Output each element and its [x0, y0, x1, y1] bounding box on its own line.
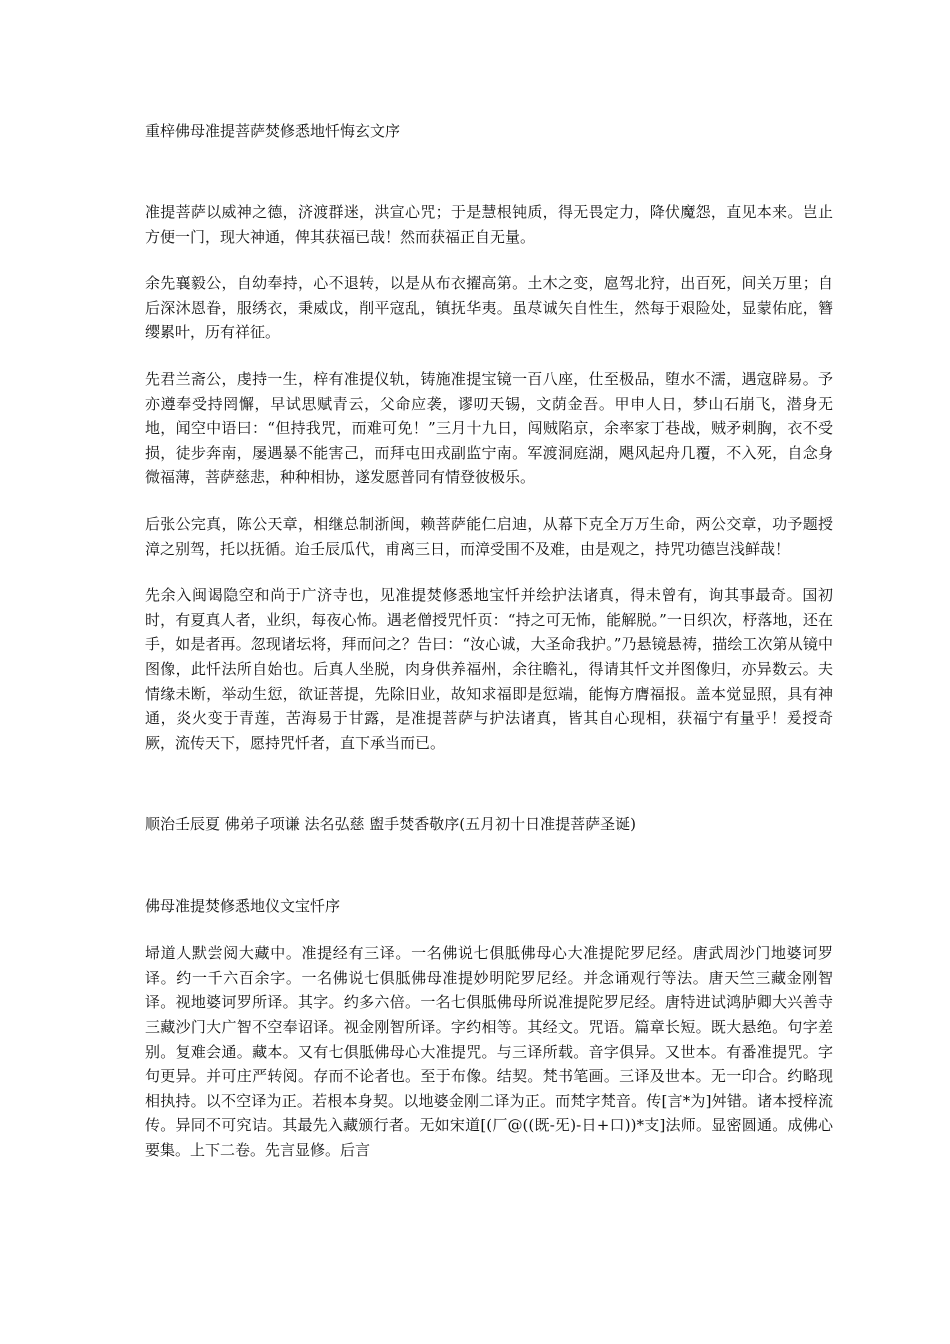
section2-title: 佛母准提焚修悉地仪文宝忏序 [145, 897, 341, 916]
paragraph-4: 后张公完真，陈公天章，相继总制浙闽，赖菩萨能仁启迪，从幕下克全万万生命，两公交章，功予题授漳之别驾，托以抚循。迨壬辰瓜代，甫离三日，而漳受围不及难，由是观之，持咒功德岂浅鲜哉！ [145, 514, 833, 558]
paragraph-3: 先君兰斋公，虔持一生，梓有准提仪轨，铸施准提宝镜一百八座，仕至极品，堕水不濡，遇寇辟易。予亦遵奉受持罔懈，早试思赋青云，父命应袭，谬叨天锡，文荫金吾。甲申人日，梦山石崩飞，潜身无地，闻空中语曰：“但持我咒，而难可免！”三月十九日，闯贼陷京，余率家丁巷战，贼矛刺胸，衣不受损，徒步奔南，屡遇暴不能害己，而拜屯田戎副监宁南。军渡洞庭湖，飓风起舟几覆，不入死，自念身微福薄，菩萨慈悲，种种相协，遂发愿普同有情登彼极乐。 [145, 369, 833, 487]
document-body [145, 118, 833, 1163]
document-title: 重梓佛母准提菩萨焚修悉地忏悔玄文序 [145, 122, 401, 140]
paragraph-5: 先余入闽谒隐空和尚于广济寺也，见准提焚修悉地宝忏并绘护法诸真，得未曾有，询其事最奇。国初时，有夏真人者，业织，每夜心怖。遇老僧授咒忏页：“持之可无怖，能解脱。”一日织次，杼落地，还在手，如是者再。忽现诸坛将，拜而问之？告曰：“汝心诚，大圣命我护。”乃悬镜悬祷，描绘工次第从镜中图像，此忏法所自始也。后真人坐脱，肉身供养福州，余往瞻礼，得请其忏文并图像归，亦异数云。夫情缘未断，举动生愆，欲证菩提，先除旧业，故知求福即是愆端，能悔方膺福报。盖本觉显照，具有神通，炎火变于青莲，苦海易于甘露，是准提菩萨与护法诸真，皆其自心现相，获福宁有量乎！爰授奇厥，流传天下，愿持咒忏者，直下承当而已。 [145, 586, 833, 752]
signature-line: 顺治壬辰夏 佛弟子项谦 法名弘慈 盥手焚香敬序(五月初十日准提菩萨圣诞) [145, 815, 637, 834]
section2-paragraph: 埽道人默尝阅大藏中。准提经有三译。一名佛说七俱胝佛母心大准提陀罗尼经。唐武周沙门地婆诃罗译。约一千六百余字。一名佛说七俱胝佛母准提妙明陀罗尼经。并念诵观行等法。唐天竺三藏金刚智译。视地婆诃罗所译。其字。约多六倍。一名七俱胝佛母所说准提陀罗尼经。唐特进试鸿胪卿大兴善寺三藏沙门大广智不空奉诏译。视金刚智所译。字约相等。其经文。咒语。篇章长短。既大悬绝。句字差别。复难会通。藏本。又有七俱胝佛母心大准提咒。与三译所载。音字俱异。又世本。有番准提咒。字句更异。并可庄严转阅。存而不论者也。至于布像。结契。梵书笔画。三译及世本。无一印合。约略现相执持。以不空译为正。若根本身契。以地婆金刚二译为正。而梵字梵音。传[言*为]舛错。诸本授梓流传。异同不可究诘。其最先入藏颁行者。无如宋道[(厂@((既-旡)-日+口))*支]法师。显密圆通。成佛心要集。上下二卷。先言显修。后言 [145, 944, 833, 1160]
paragraph-2: 余先襄毅公，自幼奉持，心不退转，以是从布衣擢高第。土木之变，扈驾北狩，出百死，间关万里；自后深沐恩眷，服绣衣，秉威戉，削平寇乱，镇抚华夷。虽荩诚矢自性生，然每于艰险处，显蒙佑庇，簪缨累叶，历有祥征。 [145, 274, 833, 342]
paragraph-1: 准提菩萨以威神之德，济渡群迷，洪宣心咒；于是慧根钝质，得无畏定力，降伏魔怨，直见本来。岂止方便一门，现大神通，俾其获福已哉！然而获福正自无量。 [145, 203, 833, 246]
